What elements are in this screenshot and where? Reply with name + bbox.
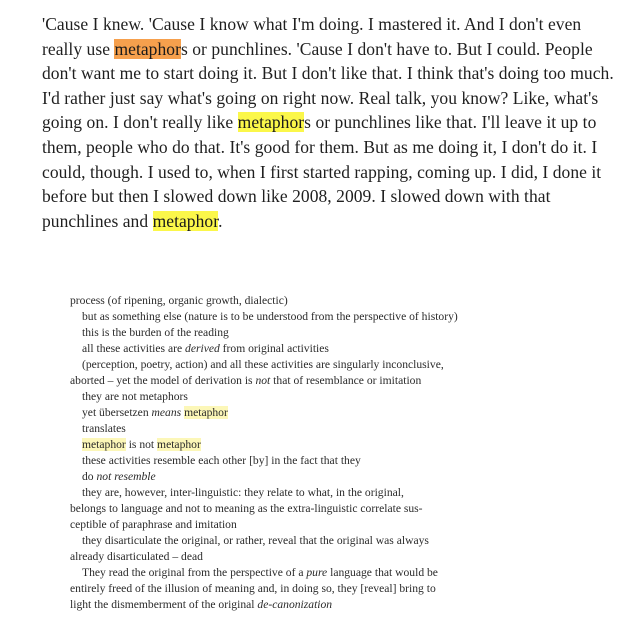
excerpt-line: entirely freed of the illusion of meaning and, in doing so, they [reveal] bring to	[70, 582, 436, 595]
excerpt-italic: not resemble	[96, 470, 156, 483]
excerpt-line	[70, 437, 540, 453]
excerpt-highlight: metaphor	[82, 438, 126, 451]
excerpt-line: but as something else (nature is to be understood from the perspective of history)	[82, 310, 458, 323]
excerpt-italic: not	[255, 374, 271, 387]
excerpt-line: translates	[82, 422, 126, 435]
excerpt-line: ceptible of paraphrase and imitation	[70, 518, 237, 531]
transcript-paragraph	[42, 12, 617, 233]
excerpt-text: yet übersetzen	[82, 406, 152, 419]
search-highlight-current: metaphor	[114, 38, 181, 59]
excerpt-line: these activities resemble each other [by] in the fact that they	[82, 454, 361, 467]
text-segment: 'Cause I knew. 'Cause I know what I'm doing. I mastered it. And I don't even really use	[42, 14, 582, 59]
excerpt-line	[70, 565, 540, 581]
excerpt-text: aborted – yet the model of derivation is	[70, 374, 256, 387]
excerpt-text: is not	[125, 438, 158, 451]
excerpt-line	[70, 373, 540, 389]
book-excerpt-image	[70, 293, 540, 613]
text-segment: s or punchlines like that. I'll leave it up to them, people who do that. It's good for them. But as me doing it, I don't do it. I could, though. I used to, when I first started rapping, coming up. I did, I done it before but then I slowed down like 2008, 2009. I slowed down with that punchlines and	[42, 112, 602, 231]
excerpt-text: all these activities are	[82, 342, 186, 355]
excerpt-text: that of resemblance or imitation	[270, 374, 422, 387]
text-segment: .	[218, 210, 223, 231]
text-segment: s or punchlines. 'Cause I don't have to. But I could. People don't want me to start doing it. But I don't like that. I think that's doing too much. I'd rather just say what's going on right now. Real talk, you know? Like, what's going on. I don't really like	[42, 38, 614, 133]
excerpt-line	[70, 405, 540, 421]
excerpt-line: they are not metaphors	[82, 390, 188, 403]
excerpt-line: this is the burden of the reading	[82, 326, 229, 339]
excerpt-text: light the dismemberment of the original	[70, 598, 258, 611]
excerpt-text: language that would be	[327, 566, 438, 579]
excerpt-text: do	[82, 470, 97, 483]
excerpt-line: they are, however, inter-linguistic: they relate to what, in the original,	[82, 486, 404, 499]
excerpt-line: belongs to language and not to meaning as the extra-linguistic correlate sus-	[70, 502, 423, 515]
search-highlight-match: metaphor	[237, 112, 305, 133]
excerpt-line: process (of ripening, organic growth, dialectic)	[70, 294, 288, 307]
excerpt-italic: pure	[306, 566, 328, 579]
excerpt-line	[70, 597, 540, 613]
excerpt-text: from original activities	[219, 342, 329, 355]
excerpt-highlight: metaphor	[184, 406, 228, 419]
excerpt-italic: means	[151, 406, 182, 419]
excerpt-line: already disarticulated – dead	[70, 550, 203, 563]
excerpt-line: (perception, poetry, action) and all these activities are singularly inconclusive,	[82, 358, 444, 371]
search-highlight-match: metaphor	[152, 210, 219, 231]
excerpt-text: They read the original from the perspective of a	[82, 566, 307, 579]
excerpt-highlight: metaphor	[157, 438, 201, 451]
excerpt-italic: de-canonization	[257, 598, 333, 611]
excerpt-line	[70, 469, 540, 485]
excerpt-line: they disarticulate the original, or rather, reveal that the original was always	[82, 534, 429, 547]
excerpt-italic: derived	[185, 342, 220, 355]
excerpt-line	[70, 341, 540, 357]
